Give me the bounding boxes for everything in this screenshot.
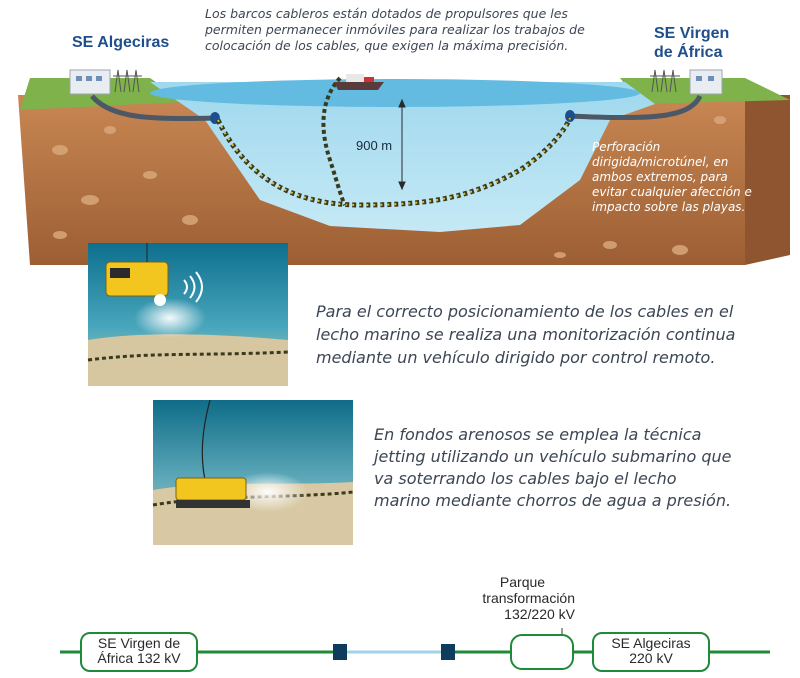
junction-marker-left: [333, 644, 347, 660]
transformer-label-line3: 132/220 kV: [504, 606, 575, 622]
jetting-caption: En fondos arenosos se emplea la técnica jetting utilizando un vehículo submarino que va soterrando los cables bajo el lecho marino mediante chorros de agua a presión.: [374, 425, 732, 510]
junction-marker-right: [441, 644, 455, 660]
node-transformer: [510, 634, 574, 670]
node-right-line2: 220 kV: [629, 650, 673, 666]
drilling-caption: Perforación dirigida/microtúnel, en ambos extremos, para evitar cualquier afección e impacto sobre las playas.: [592, 140, 752, 214]
transformer-label: [440, 574, 575, 622]
right-station-line2: de África: [654, 44, 723, 61]
rov-caption: Para el correcto posicionamiento de los cables en el lecho marino se realiza una monitorización continua mediante un vehículo dirigido por control remoto.: [316, 302, 736, 367]
node-left-line2: África 132 kV: [97, 650, 181, 666]
node-left-line1: SE Virgen de: [97, 635, 181, 651]
node-virgen-africa: [80, 632, 198, 672]
jetting-vehicle-icon: [176, 478, 250, 508]
transformer-label-line2: transformación: [482, 590, 575, 606]
rov-photo: [88, 243, 288, 386]
right-station-line1: SE Virgen: [654, 25, 730, 42]
right-station-label: [654, 24, 729, 62]
top-caption: Los barcos cableros están dotados de propulsores que les permiten permanecer inmóviles para realizar los trabajos de colocación de los cables, que exigen la máxima precisión.: [205, 6, 585, 53]
cable-ship-icon: [334, 74, 384, 90]
jetting-photo: [153, 400, 353, 545]
node-right-line1: SE Algeciras: [611, 635, 691, 651]
node-algeciras: [592, 632, 710, 672]
left-station-label: SE Algeciras: [72, 34, 170, 51]
depth-label: 900 m: [356, 138, 393, 153]
transformer-label-line1: Parque: [499, 574, 546, 590]
